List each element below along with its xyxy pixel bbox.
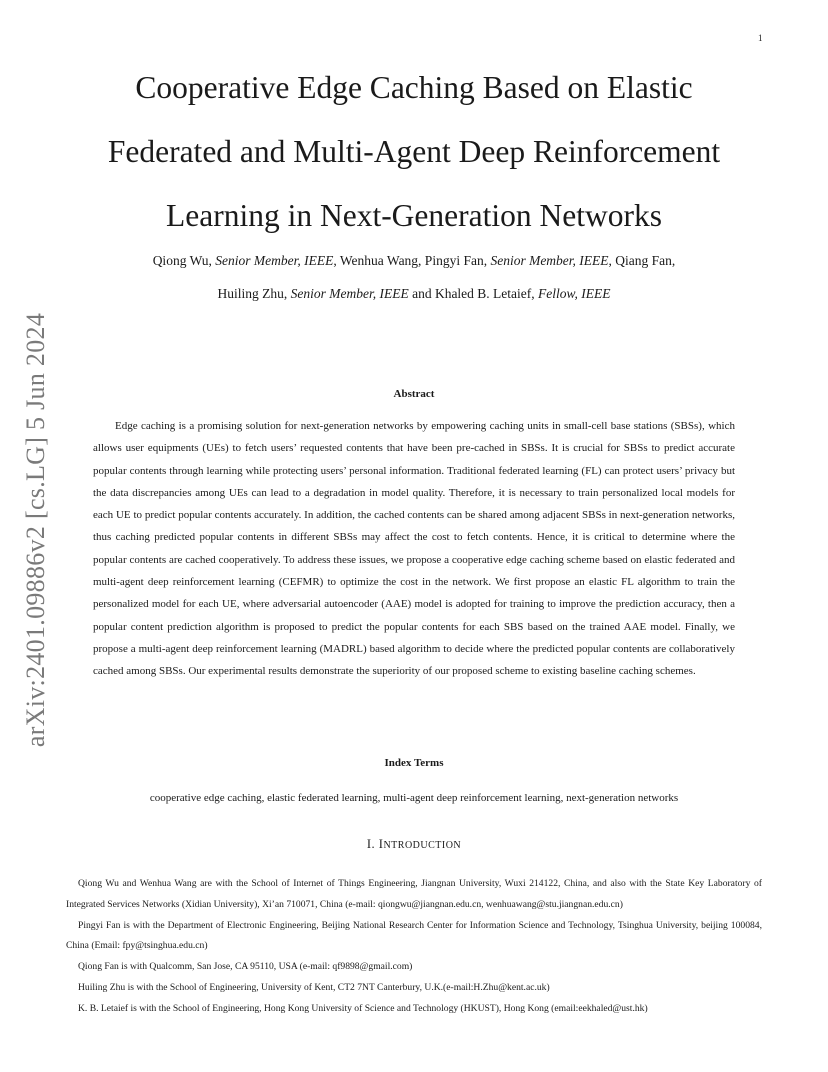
author-list [70, 244, 758, 310]
author-affiliation-role: Senior Member, IEEE [215, 253, 334, 268]
section-title-rest: NTRODUCTION [383, 840, 462, 851]
arxiv-identifier: arXiv:2401.09886v2 [cs.LG] 5 Jun 2024 [21, 312, 50, 748]
abstract-heading: Abstract [393, 388, 435, 400]
title-line-3: Learning in Next-Generation Networks [166, 198, 662, 233]
footnote: K. B. Letaief is with the School of Engineering, Hong Kong University of Science and Technology (HKUST), Hong Kong (email:eekhaled@ust.hk) [78, 1002, 648, 1014]
author-affiliation-role: Senior Member, IEEE [290, 286, 409, 301]
footnote: Qiong Wu and Wenhua Wang are with the School of Internet of Things Engineering, Jiangnan University, Wuxi 214122, China, and also with the State Key Laboratory of Integrated Services Networks (Xidian University), Xi’an 710071, China (e-mail: qiongwu@jiangnan.edu.cn, wenhuawang@stu.jiangnan.edu.cn) [66, 878, 762, 910]
affiliation-footnotes [66, 874, 762, 1020]
author-name: Huiling Zhu, [217, 286, 291, 301]
page-number: 1 [758, 33, 763, 43]
author-name: and Khaled B. Letaief, [408, 286, 539, 301]
index-terms-heading: Index Terms [384, 757, 444, 769]
section-initial: I [378, 837, 384, 851]
title-line-2: Federated and Multi-Agent Deep Reinforcement [107, 134, 721, 169]
paper-title [60, 56, 768, 248]
author-name: Qiong Wu, [152, 253, 216, 268]
author-affiliation-role: Fellow, IEEE [538, 286, 611, 301]
section-heading-introduction [0, 837, 828, 852]
title-line-1: Cooperative Edge Caching Based on Elastic [135, 70, 693, 105]
footnote: Qiong Fan is with Qualcomm, San Jose, CA 95110, USA (e-mail: qf9898@gmail.com) [78, 961, 413, 973]
section-number: I. [366, 837, 379, 851]
author-affiliation-role: Senior Member, IEEE [490, 253, 609, 268]
index-terms-text: cooperative edge caching, elastic federated learning, multi-agent deep reinforcement learning, next-generation networks [149, 792, 679, 804]
footnote: Pingyi Fan is with the Department of Electronic Engineering, Beijing National Research Center for Information Science and Technology, Tsinghua University, beijing 100084, China (Email: fpy@tsinghua.edu.cn) [66, 919, 762, 952]
footnote: Huiling Zhu is with the School of Engineering, University of Kent, CT2 7NT Canterbury, U.K.(e-mail:H.Zhu@kent.ac.uk) [78, 981, 550, 993]
author-name: , Qiang Fan, [608, 253, 676, 268]
author-name: , Wenhua Wang, Pingyi Fan, [333, 253, 491, 268]
abstract-text: Edge caching is a promising solution for next-generation networks by empowering caching units in small-cell base stations (SBSs), which allows user equipments (UEs) to fetch users’ requested contents that have been pre-cached in SBSs. It is crucial for SBSs to predict accurate popular contents through learning while protecting users’ personal information. Traditional federated learning (FL) can protect users’ privacy but the data discrepancies among UEs can lead to a degradation in model quality. Therefore, it is necessary to train personalized local models for each UE to predict popular contents accurately. In addition, the cached contents can be shared among adjacent SBSs in next-generation networks, thus caching predicted popular contents in different SBSs may affect the cost to fetch contents. Hence, it is critical to determine where the popular contents are cached cooperatively. To address these issues, we propose a cooperative edge caching scheme based on elastic federated and multi-agent deep reinforcement learning (CEFMR) to optimize the cost in the network. We first propose an elastic FL algorithm to train the personalized model for each UE, where adversarial autoencoder (AAE) model is adopted for training to improve the prediction accuracy, then a popular content prediction algorithm is proposed to predict the popular contents for each SBS based on the trained AAE model. Finally, we propose a multi-agent deep reinforcement learning (MADRL) based algorithm to decide where the predicted popular contents are collaboratively cached among SBSs. Our experimental results demonstrate the superiority of our proposed scheme to existing baseline caching schemes. [93, 420, 735, 678]
